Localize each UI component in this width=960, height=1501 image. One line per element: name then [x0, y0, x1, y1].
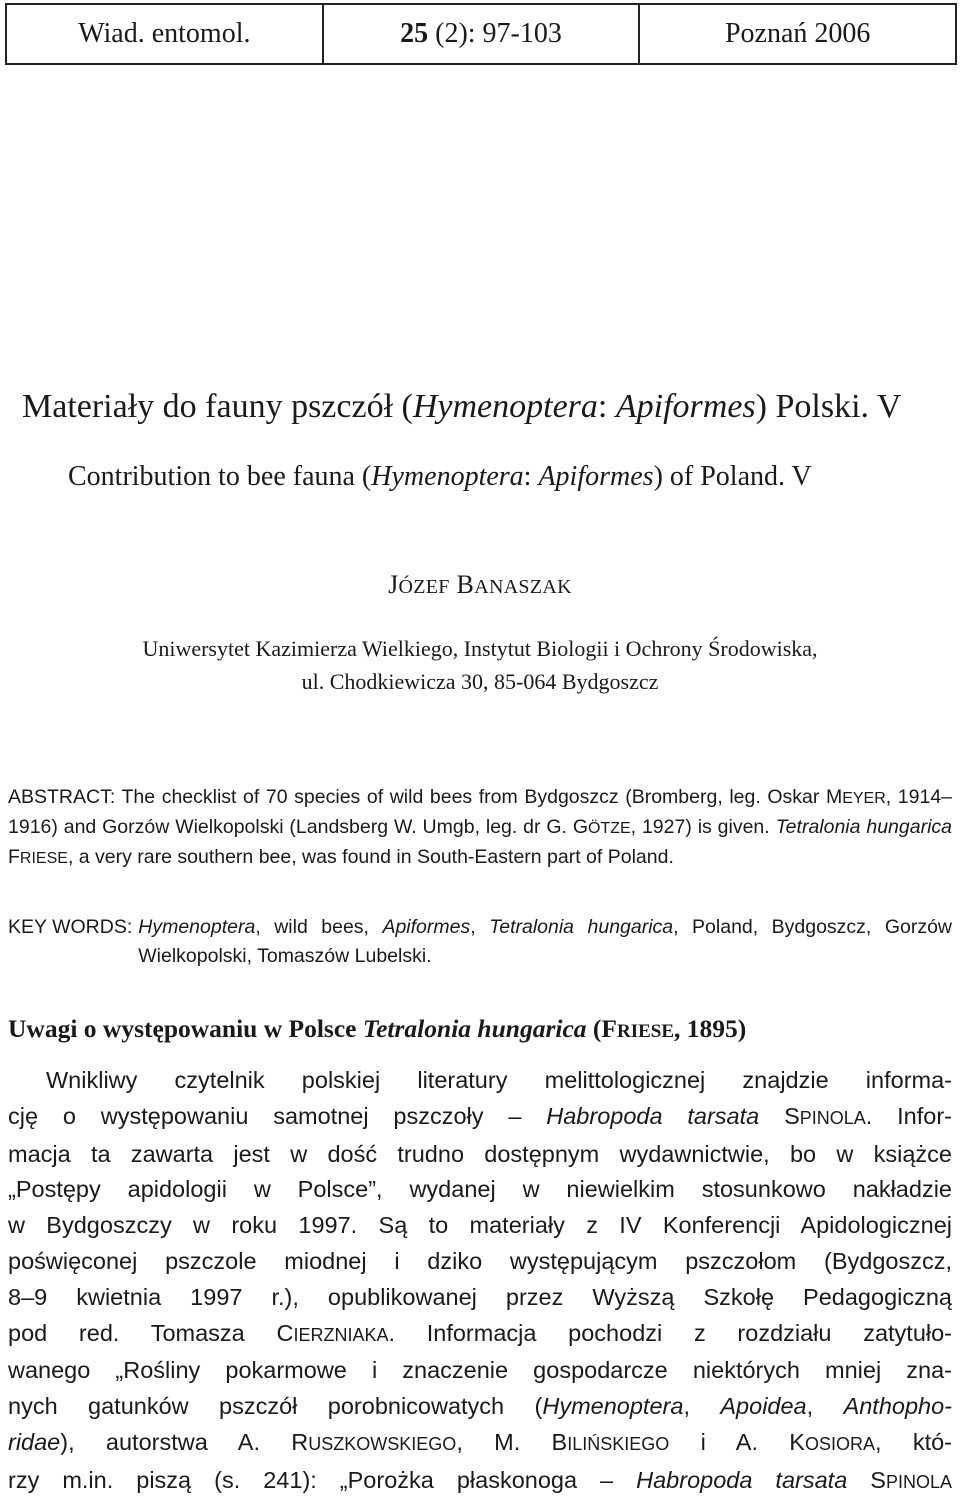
abstract — [8, 783, 952, 873]
affiliation-line: ul. Chodkiewicza 30, 85-064 Bydgoszcz — [301, 669, 659, 694]
body-line — [8, 1425, 952, 1463]
abstract-text: The checklist of 70 species of wild bees from Bydgoszcz (Bromberg, leg. Oskar M — [115, 786, 843, 808]
title-en-part: : — [523, 461, 539, 492]
keyword-text: , Poland, Bydgoszcz, Gorzów Wielkopolski, Tomaszów Lubelski. — [138, 916, 953, 967]
abstract-smallcaps: EYER — [842, 790, 886, 807]
body-text-part: , M. B — [456, 1428, 568, 1455]
body-line: poświęconej pszczole miodnej i dziko występującym pszczołom (Bydgoszcz, — [8, 1247, 952, 1274]
body-species: Habropoda tarsata — [636, 1466, 848, 1493]
abstract-text: , a very rare southern bee, was found in South-Eastern part of Poland. — [67, 846, 674, 868]
heading-part: Uwagi o występowaniu w Polsce — [8, 1014, 363, 1043]
body-text-part: cję o występowaniu samotnej pszczoły – — [8, 1102, 547, 1129]
body-smallcaps: OSIORA — [804, 1433, 875, 1454]
body-line — [8, 1463, 952, 1501]
body-line: „Postępy apidologii w Polsce”, wydanej w niewielkim stosunkowo nakładzie — [8, 1176, 952, 1203]
body-text-part: , któ- — [875, 1428, 953, 1455]
abstract-paragraph — [8, 783, 952, 873]
body-smallcaps: ILIŃSKIEGO — [567, 1433, 670, 1454]
body-species: Hymenoptera — [542, 1393, 684, 1420]
keyword-italic: Hymenoptera — [138, 916, 256, 938]
body-smallcaps: PINOLA — [885, 1471, 952, 1492]
title-pl-part: Materiały do fauny pszczół ( — [22, 388, 413, 425]
journal-name — [7, 5, 324, 63]
place-year — [640, 5, 955, 63]
body-text-part: S — [847, 1466, 886, 1493]
keyword-text: , — [470, 916, 490, 938]
author-smallcaps: ÓZEF — [398, 576, 450, 598]
body-line: w Bydgoszczy w roku 1997. Są to materiały z IV Konferencji Apidologicznej — [8, 1212, 952, 1239]
body-species: Apoidea — [720, 1393, 807, 1420]
body-text-part: rzy m.in. piszą (s. 241): „Porożka płaskonoga – — [8, 1466, 637, 1493]
author-name — [0, 570, 960, 600]
keyword-italic: Apiformes — [382, 916, 471, 938]
body-species: ridae — [8, 1428, 61, 1455]
abstract-smallcaps: RIESE — [19, 850, 68, 867]
abstract-text: , 1914–1916) and Gorzów Wielkopolski (Landsberg W. Umgb, leg. dr G. G — [8, 786, 953, 838]
title-polish — [22, 388, 952, 426]
abstract-text: F — [8, 846, 20, 868]
title-en-part: ) of Poland. V — [653, 461, 812, 492]
abstract-text: , 1927) is given. — [630, 816, 776, 838]
title-en-part: Contribution to bee fauna ( — [68, 461, 372, 492]
volume-number: 25 — [400, 18, 429, 49]
body-smallcaps: USZKOWSKIEGO — [308, 1433, 457, 1454]
keywords — [8, 913, 952, 971]
body-text-part: . Infor- — [865, 1102, 952, 1129]
journal-header — [5, 3, 957, 65]
heading-smallcaps: RIESE — [617, 1021, 675, 1042]
journal-name-text: Wiad. entomol. — [78, 18, 251, 49]
title-en-italic: Apiformes — [538, 461, 654, 492]
body-line: wanego „Rośliny pokarmowe i znaczenie gospodarcze niektórych mniej zna- — [8, 1357, 952, 1384]
body-text-part: . Informacja pochodzi z rozdziału zatytuło- — [388, 1319, 953, 1346]
body-text-part: , — [806, 1393, 844, 1420]
place-year-text: Poznań 2006 — [724, 18, 871, 49]
body-line: Wnikliwy czytelnik polskiej literatury melittologicznej znajdzie informa- — [46, 1067, 952, 1093]
body-line — [8, 1099, 952, 1137]
author-smallcaps: ANASZAK — [474, 576, 572, 598]
body-species: Anthopho- — [843, 1393, 953, 1420]
affiliation-line: Uniwersytet Kazimierza Wielkiego, Instytut Biologii i Ochrony Środowiska, — [142, 636, 818, 661]
body-text-part: nych gatunków pszczół porobnicowatych ( — [8, 1393, 543, 1420]
body-text-part: i A. K — [669, 1428, 805, 1455]
title-english — [0, 461, 960, 493]
body-line — [8, 1316, 952, 1354]
keyword-text: , wild bees, — [255, 916, 383, 938]
body-line: macja ta zawarta jest w dość trudno dostępnym wydawnictwie, bo w książce — [8, 1140, 952, 1167]
body-text-part: ), autorstwa A. R — [60, 1428, 309, 1455]
heading-part: , 1895) — [674, 1014, 747, 1043]
body-line: 8–9 kwietnia 1997 r.), opublikowanej przez Wyższą Szkołę Pedagogiczną — [8, 1283, 952, 1310]
title-pl-part: ) Polski. V — [755, 388, 902, 425]
body-text-part: pod red. Tomasza C — [8, 1319, 294, 1346]
abstract-smallcaps: ÖTZE — [588, 820, 631, 837]
abstract-species: Tetralonia hungarica — [775, 816, 952, 838]
body-smallcaps: PINOLA — [799, 1107, 866, 1128]
heading-part: (F — [586, 1014, 617, 1043]
body-line — [8, 1389, 952, 1425]
issue-pages: (2): 97-103 — [428, 18, 562, 49]
body-smallcaps: IERZNIAKA — [293, 1324, 389, 1345]
author-initial: J — [388, 570, 399, 599]
abstract-label: ABSTRACT: — [8, 786, 116, 808]
affiliation — [0, 632, 960, 698]
title-pl-part: : — [597, 388, 616, 425]
section-heading — [8, 1014, 952, 1044]
title-pl-italic: Hymenoptera — [412, 388, 598, 425]
body-paragraph — [8, 1063, 952, 1501]
keyword-italic: Tetralonia hungarica — [489, 916, 674, 938]
title-en-italic: Hymenoptera — [371, 461, 524, 492]
volume-issue — [324, 5, 641, 63]
author-initial: B — [456, 570, 475, 599]
title-pl-italic: Apiformes — [615, 388, 756, 425]
body-text-part: S — [759, 1102, 800, 1129]
keywords-row — [8, 913, 952, 971]
body-text-part: , — [683, 1393, 721, 1420]
body-species: Habropoda tarsata — [546, 1102, 760, 1129]
heading-species: Tetralonia hungarica — [362, 1014, 587, 1043]
keywords-label: KEY WORDS: — [8, 916, 133, 938]
keywords-text — [138, 913, 952, 971]
